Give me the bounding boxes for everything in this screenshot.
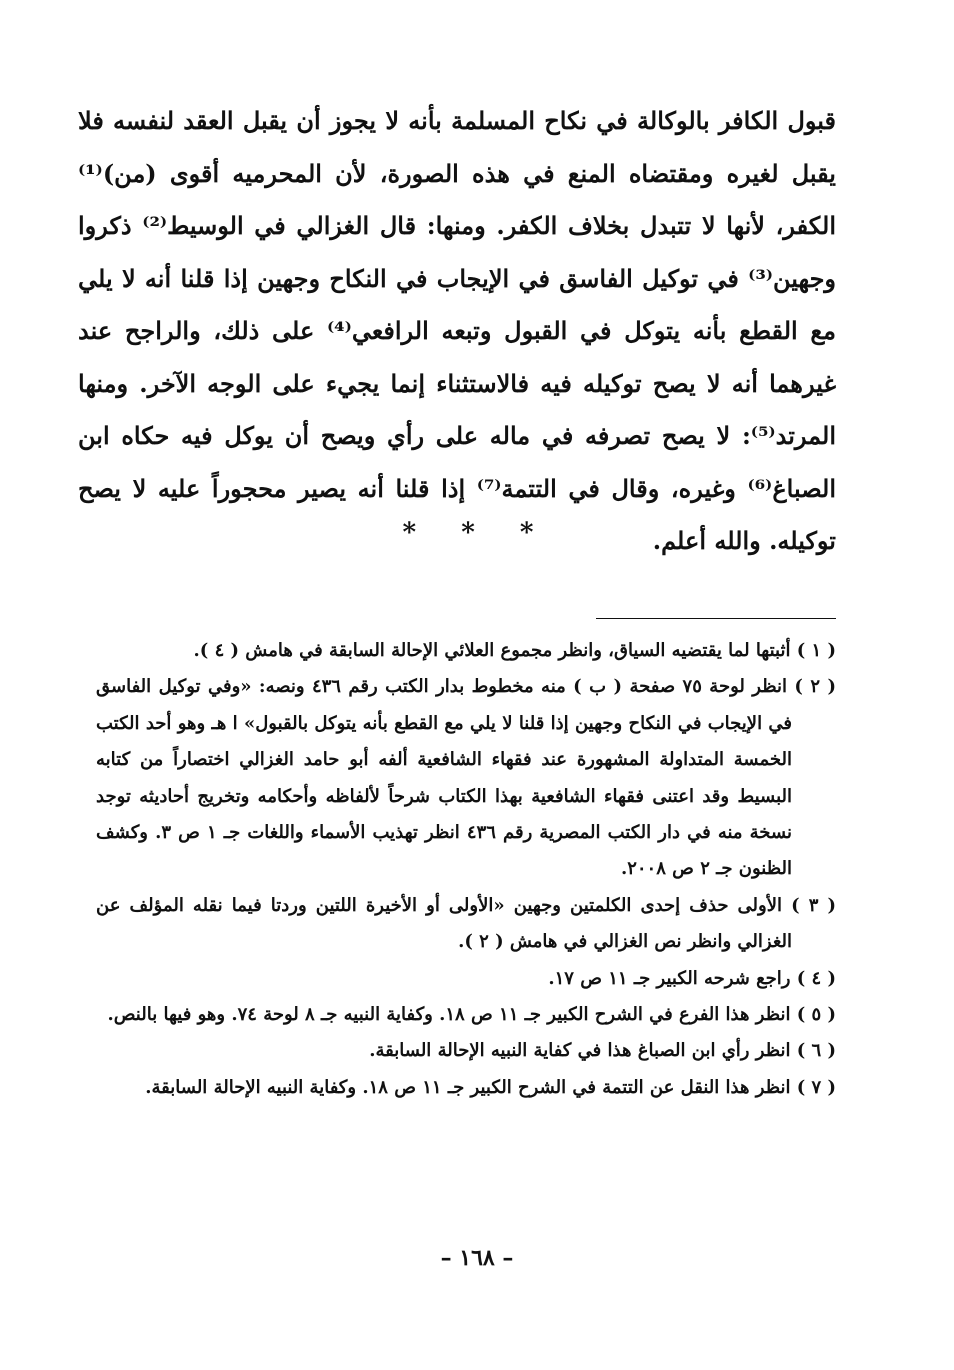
section-separator: * * * — [402, 518, 552, 548]
footnote-1: ( ١ ) أثبتها لما يقتضيه السياق، وانظر مجموع العلائي الإحالة السابقة في هامش ( ٤ ). — [193, 640, 836, 661]
footnotes-section — [96, 633, 836, 1106]
body-text — [78, 95, 836, 568]
body-paragraph: قبول الكافر بالوكالة في نكاح المسلمة بأنه لا يجوز أن يقبل العقد لنفسه فلا يقبل لغيره ومقتضاه المنع في هذه الصورة، لأن المحرميه أقوى (من)⁽¹⁾ الكفر، لأنها لا تتبدل بخلاف الكفر. ومنها: قال الغزالي في الوسيط⁽²⁾ ذكروا وجهين⁽³⁾ في توكيل الفاسق في الإيجاب في النكاح وجهين إذا قلنا أنه لا يلي مع القطع بأنه يتوكل في القبول وتبعه الرافعي⁽⁴⁾ على ذلك، والراجح عند غيرهما أنه لا يصح توكيله فيه فالاستثناء إنما يجيء على الوجه الآخر. ومنها المرتد⁽⁵⁾: لا يصح تصرفه في ماله على رأي ويصح أن يوكل فيه حكاه ابن الصباغ⁽⁶⁾ وغيره، وقال في التتمة⁽⁷⁾ إذا قلنا أنه يصير محجوراً عليه لا يصح توكيله. والله أعلم. — [78, 106, 837, 555]
page-number: – ١٦٨ – — [440, 1245, 514, 1271]
footnote-7: ( ٧ ) انظر هذا النقل عن التتمة في الشرح الكبير جـ ١١ ص ١٨. وكفاية النبيه الإحالة السابقة. — [145, 1076, 836, 1098]
footnote-4: ( ٤ ) راجع شرحه الكبير جـ ١١ ص ١٧. — [548, 967, 836, 989]
footnote-3: ( ٣ ) الأولى حذف إحدى الكلمتين وجهين «الأولى أو الأخيرة اللتين وردتا فيما نقله المؤلف عن الغزالي وانظر نص الغزالي في هامش ( ٢ ). — [96, 894, 836, 953]
footnote-5: ( ٥ ) انظر هذا الفرع في الشرح الكبير جـ ١١ ص ١٨. وكفاية النبيه جـ ٨ لوحة ٧٤. وهو فيها بالنص. — [107, 1004, 836, 1026]
footnote-2: ( ٢ ) انظر لوحة ٧٥ صفحة ( ب ) منه مخطوط بدار الكتب رقم ٤٣٦ ونصه: «وفي توكيل الفاسق في الإيجاب في النكاح وجهين إذا قلنا لا يلي مع القطع بأنه يتوكل بالقبول» ا هـ وهو أحد الكتب الخمسة المتداولة المشهورة عند فقهاء الشافعية ألفه أبو حامد الغزالي اختصاراً من كتابه البسيط وقد اعتنى فقهاء الشافعية بهذا الكتاب شرحاً لألفاظه وأحكامه وتخريج أحاديثه توجد نسخة منه في دار الكتب المصرية رقم ٤٣٦ انظر تهذيب الأسماء واللغات جـ ١ ص ٣. وكشف الظنون جـ ٢ ص ٢٠٠٨. — [96, 676, 836, 880]
footnote-divider — [596, 618, 836, 619]
footnote-6: ( ٦ ) انظر رأي ابن الصباغ هذا في كفاية النبيه الإحالة السابقة. — [369, 1040, 836, 1062]
